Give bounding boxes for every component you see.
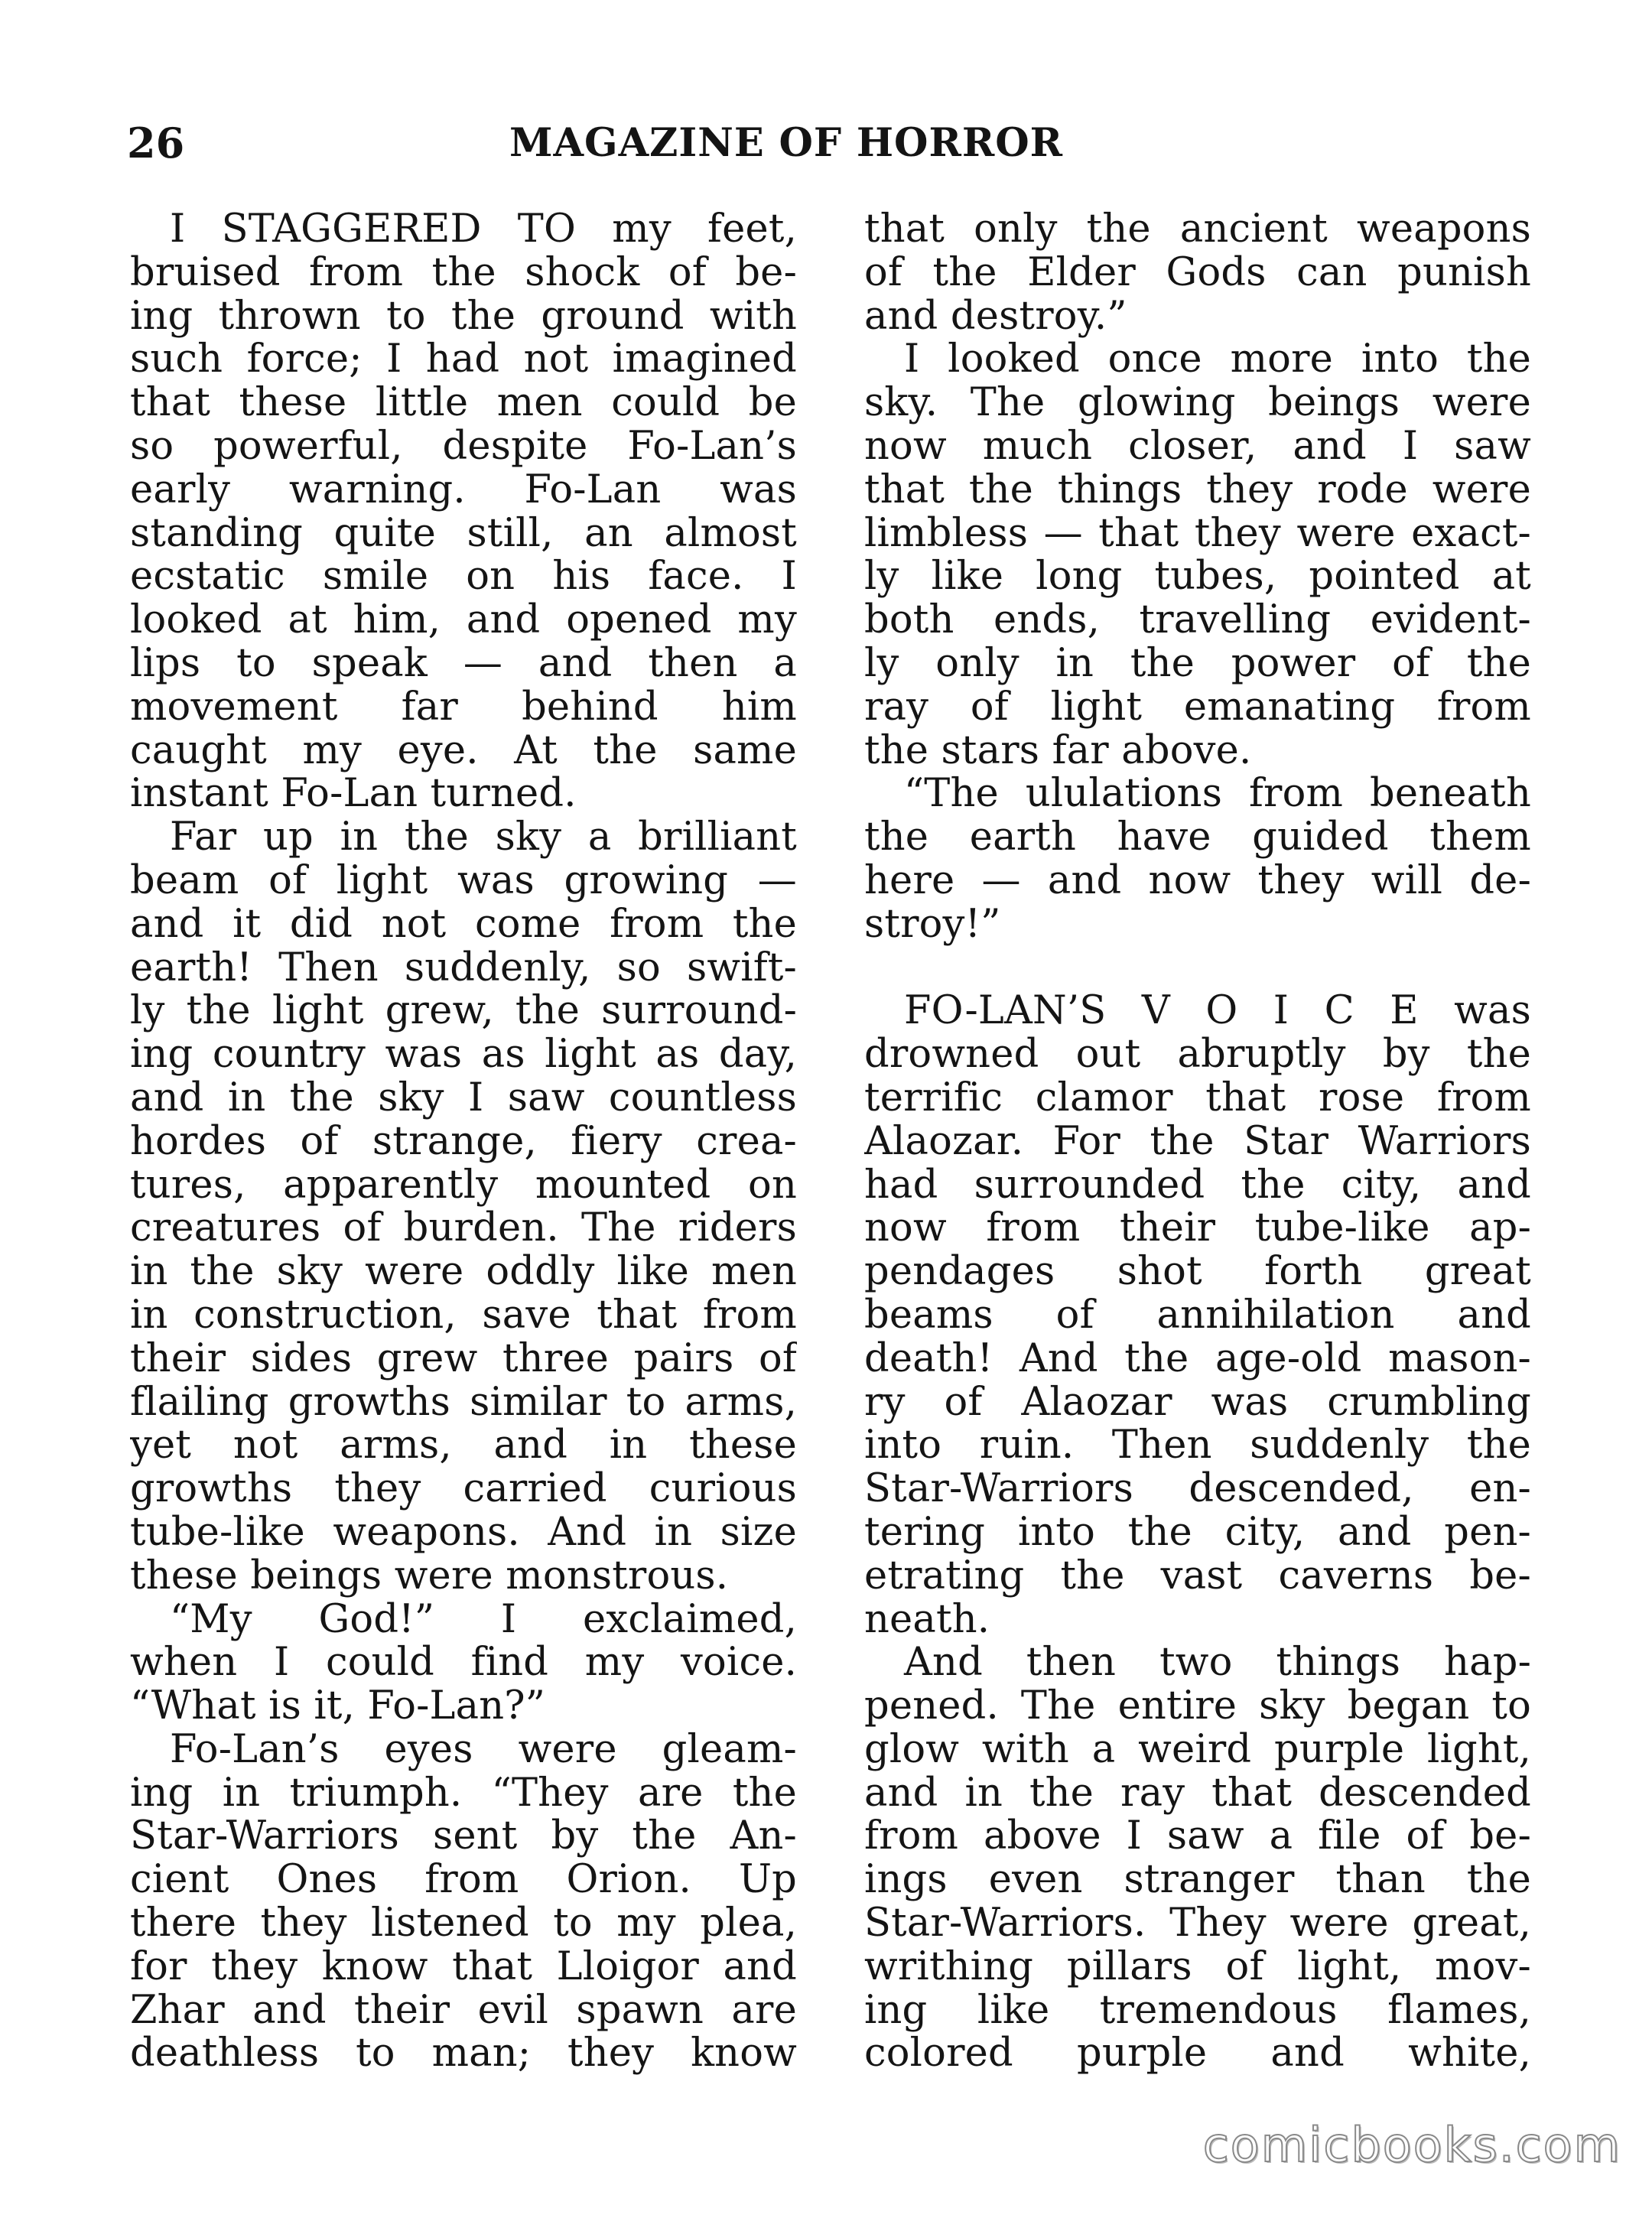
text-line: caught my eye. At the same [130, 729, 797, 773]
text-line: FO-LAN’S V O I C E was [904, 990, 1531, 1034]
text-line: glow with a weird purple light, [864, 1728, 1531, 1772]
text-line: Fo-Lan’s eyes were gleam- [170, 1728, 797, 1772]
text-line: neath. [864, 1598, 990, 1642]
text-line: the stars far above. [864, 729, 1252, 773]
text-line: ing country was as light as day, [130, 1033, 797, 1077]
text-line: ing like tremendous flames, [864, 1989, 1531, 2033]
text-line: ings even stranger than the [864, 1859, 1531, 1903]
text-line: pened. The entire sky began to [864, 1685, 1531, 1729]
text-line: their sides grew three pairs of [130, 1337, 797, 1381]
text-line: pendages shot forth great [864, 1250, 1531, 1294]
text-line: terrific clamor that rose from [864, 1076, 1531, 1120]
text-line: “What is it, Fo-Lan?” [130, 1685, 546, 1729]
text-line: sky. The glowing beings were [864, 382, 1531, 425]
text-column-right [864, 208, 1531, 2076]
watermark: comicbooks.com [1202, 2117, 1621, 2173]
text-line: bruised from the shock of be- [130, 251, 797, 295]
text-line: the earth have guided them [864, 816, 1531, 860]
text-line: And then two things hap- [904, 1641, 1531, 1686]
text-line: flailing growths similar to arms, [130, 1381, 797, 1425]
text-line: that only the ancient weapons [864, 208, 1531, 252]
text-line: tures, apparently mounted on [130, 1163, 797, 1208]
text-line: and in the ray that descended [864, 1771, 1531, 1816]
text-line: for they know that Lloigor and [130, 1945, 797, 1989]
text-line: so powerful, despite Fo-Lan’s [130, 424, 797, 469]
text-line: tube-like weapons. And in size [130, 1511, 797, 1555]
running-head: MAGAZINE OF HORROR [509, 120, 1064, 166]
text-line: both ends, travelling evident- [864, 599, 1531, 642]
text-line: now much closer, and I saw [864, 424, 1531, 469]
text-line: beams of annihilation and [864, 1293, 1531, 1338]
text-line: ray of light emanating from [864, 685, 1531, 730]
text-line: Star-Warriors. They were great, [864, 1902, 1531, 1946]
text-line: of the Elder Gods can punish [864, 251, 1531, 295]
text-line: lips to speak — and then a [130, 642, 797, 686]
text-line: early warning. Fo-Lan was [130, 468, 797, 512]
text-line: beam of light was growing — [130, 859, 797, 903]
text-line: earth! Then suddenly, so swift- [130, 946, 797, 990]
text-line: now from their tube-like ap- [864, 1207, 1531, 1251]
text-line: tering into the city, and pen- [864, 1511, 1531, 1555]
text-line: I looked once more into the [904, 338, 1531, 382]
text-line: that these little men could be [130, 382, 797, 425]
text-line: ly only in the power of the [864, 642, 1531, 686]
text-line: in the sky were oddly like men [130, 1250, 797, 1294]
text-line: Zhar and their evil spawn are [130, 1989, 797, 2033]
text-line: ly like long tubes, pointed at [864, 555, 1531, 600]
text-line: and destroy.” [864, 294, 1127, 339]
text-column-left [130, 208, 797, 2076]
text-line: instant Fo-Lan turned. [130, 772, 577, 817]
text-line: “My God!” I exclaimed, [170, 1598, 797, 1642]
text-line: death! And the age-old mason- [864, 1337, 1531, 1381]
text-line: ing in triumph. “They are the [130, 1771, 797, 1816]
text-line: in construction, save that from [130, 1293, 797, 1338]
text-line: drowned out abruptly by the [864, 1033, 1531, 1077]
text-line: growths they carried curious [130, 1468, 797, 1511]
text-line: these beings were monstrous. [130, 1554, 729, 1598]
text-line: standing quite still, an almost [130, 512, 797, 556]
text-line: ecstatic smile on his face. I [130, 555, 797, 600]
text-line: limbless — that they were exact- [864, 512, 1531, 556]
text-line: ing thrown to the ground with [130, 294, 797, 339]
text-line: etrating the vast caverns be- [864, 1554, 1531, 1598]
text-line: looked at him, and opened my [130, 599, 797, 642]
text-line: that the things they rode were [864, 468, 1531, 512]
text-line: Far up in the sky a brilliant [170, 816, 797, 860]
text-line: stroy!” [864, 902, 1001, 947]
text-line: movement far behind him [130, 685, 797, 730]
text-line: Star-Warriors sent by the An- [130, 1815, 797, 1859]
text-line: ry of Alaozar was crumbling [864, 1381, 1531, 1425]
text-line: “The ululations from beneath [904, 772, 1531, 817]
text-line: ly the light grew, the surround- [130, 990, 797, 1034]
text-line: deathless to man; they know [130, 2032, 797, 2077]
text-line: here — and now they will de- [864, 859, 1531, 903]
text-line: when I could find my voice. [130, 1641, 797, 1686]
text-line: cient Ones from Orion. Up [130, 1859, 797, 1903]
page-number: 26 [127, 119, 185, 167]
text-line: colored purple and white, [864, 2032, 1531, 2077]
text-line: and in the sky I saw countless [130, 1076, 797, 1120]
text-line: from above I saw a file of be- [864, 1815, 1531, 1859]
text-line: into ruin. Then suddenly the [864, 1424, 1531, 1468]
text-line: there they listened to my plea, [130, 1902, 797, 1946]
text-line: I STAGGERED TO my feet, [170, 208, 797, 252]
text-line: creatures of burden. The riders [130, 1207, 797, 1251]
text-line: Star-Warriors descended, en- [864, 1468, 1531, 1511]
text-line: such force; I had not imagined [130, 338, 797, 382]
text-line: hordes of strange, fiery crea- [130, 1120, 797, 1164]
text-line: writhing pillars of light, mov- [864, 1945, 1531, 1989]
text-line: Alaozar. For the Star Warriors [864, 1120, 1531, 1164]
text-line: had surrounded the city, and [864, 1163, 1531, 1208]
text-line: and it did not come from the [130, 902, 797, 947]
text-line: yet not arms, and in these [130, 1424, 797, 1468]
section-break [864, 947, 1531, 990]
